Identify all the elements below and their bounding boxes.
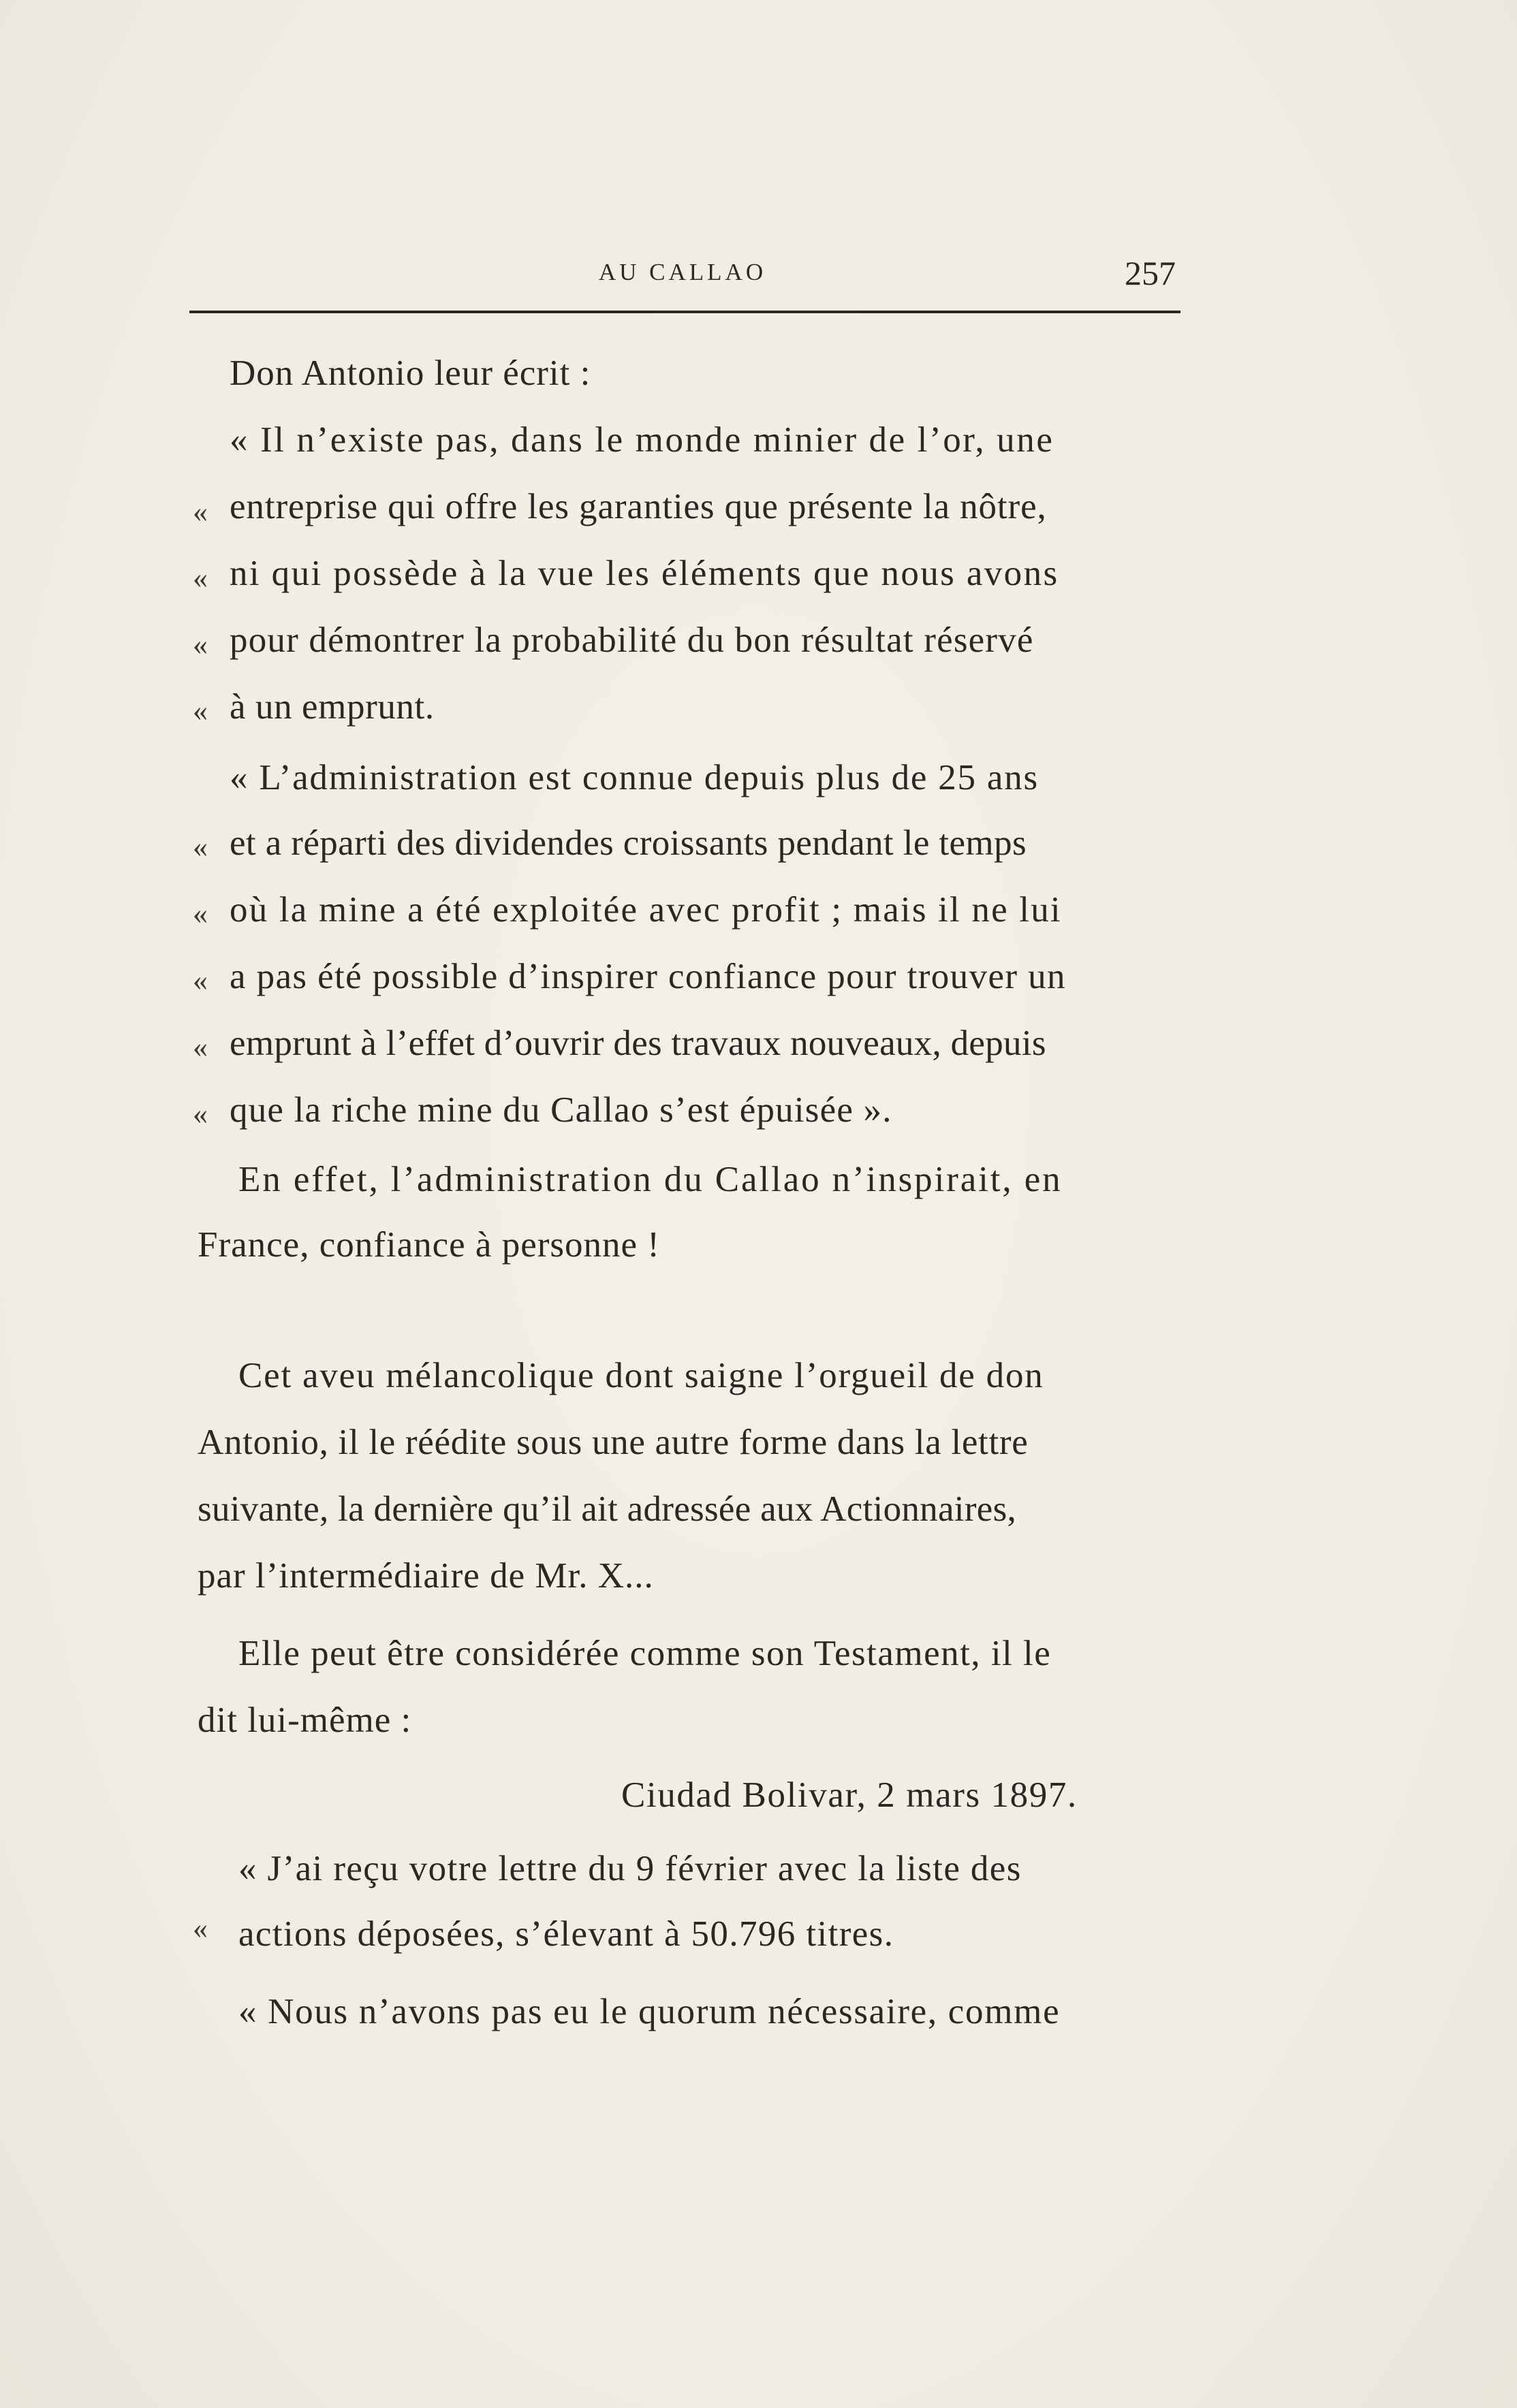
text-line: entreprise qui offre les garanties que présente la nôtre, (230, 487, 1047, 526)
text-line: et a réparti des dividendes croissants pendant le temps (230, 823, 1027, 863)
text-line: dit lui-même : (198, 1700, 412, 1740)
continuation-quote-mark: « (193, 495, 208, 528)
continuation-quote-mark: « (193, 964, 208, 997)
continuation-quote-mark: « (193, 1030, 208, 1064)
page-header (189, 253, 1176, 294)
text-line: « Nous n’avons pas eu le quorum nécessaire, comme (238, 1992, 1061, 2031)
continuation-quote-mark: « (193, 1912, 208, 1945)
continuation-quote-mark: « (193, 1097, 208, 1130)
text-line: à un emprunt. (230, 687, 435, 727)
text-line: Antonio, il le réédite sous une autre forme dans la lettre (198, 1423, 1029, 1462)
running-head: AU CALLAO (598, 259, 767, 285)
text-line: France, confiance à personne ! (198, 1225, 660, 1265)
text-line: actions déposées, s’élevant à 50.796 titres. (238, 1914, 894, 1954)
text-line: emprunt à l’effet d’ouvrir des travaux nouveaux, depuis (230, 1024, 1046, 1063)
text-line: suivante, la dernière qu’il ait adressée aux Actionnaires, (198, 1489, 1017, 1529)
text-line: a pas été possible d’inspirer confiance pour trouver un (230, 957, 1066, 996)
text-line: « J’ai reçu votre lettre du 9 février avec la liste des (238, 1849, 1022, 1888)
text-line: Cet aveu mélancolique dont saigne l’orgueil de don (238, 1356, 1044, 1395)
text-line: En effet, l’administration du Callao n’inspirait, en (238, 1160, 1063, 1199)
text-line: Elle peut être considérée comme son Testament, il le (238, 1634, 1052, 1673)
text-line: pour démontrer la probabilité du bon résultat réservé (230, 620, 1034, 660)
continuation-quote-mark: « (193, 628, 208, 661)
text-line: Don Antonio leur écrit : (230, 353, 591, 393)
text-line: « L’administration est connue depuis plus de 25 ans (230, 758, 1039, 797)
header-rule (189, 311, 1180, 313)
text-line: que la riche mine du Callao s’est épuisée ». (230, 1090, 892, 1130)
text-line: où la mine a été exploitée avec profit ; mais il ne lui (230, 890, 1062, 930)
letter-dateline: Ciudad Bolivar, 2 mars 1897. (621, 1775, 1078, 1815)
continuation-quote-mark: « (193, 694, 208, 727)
text-line: par l’intermédiaire de Mr. X... (198, 1556, 654, 1596)
text-line: ni qui possède à la vue les éléments que nous avons (230, 554, 1059, 593)
continuation-quote-mark: « (193, 897, 208, 930)
text-line: « Il n’existe pas, dans le monde minier de l’or, une (230, 420, 1054, 460)
page-number: 257 (1125, 254, 1176, 292)
continuation-quote-mark: « (193, 830, 208, 864)
continuation-quote-mark: « (193, 561, 208, 595)
